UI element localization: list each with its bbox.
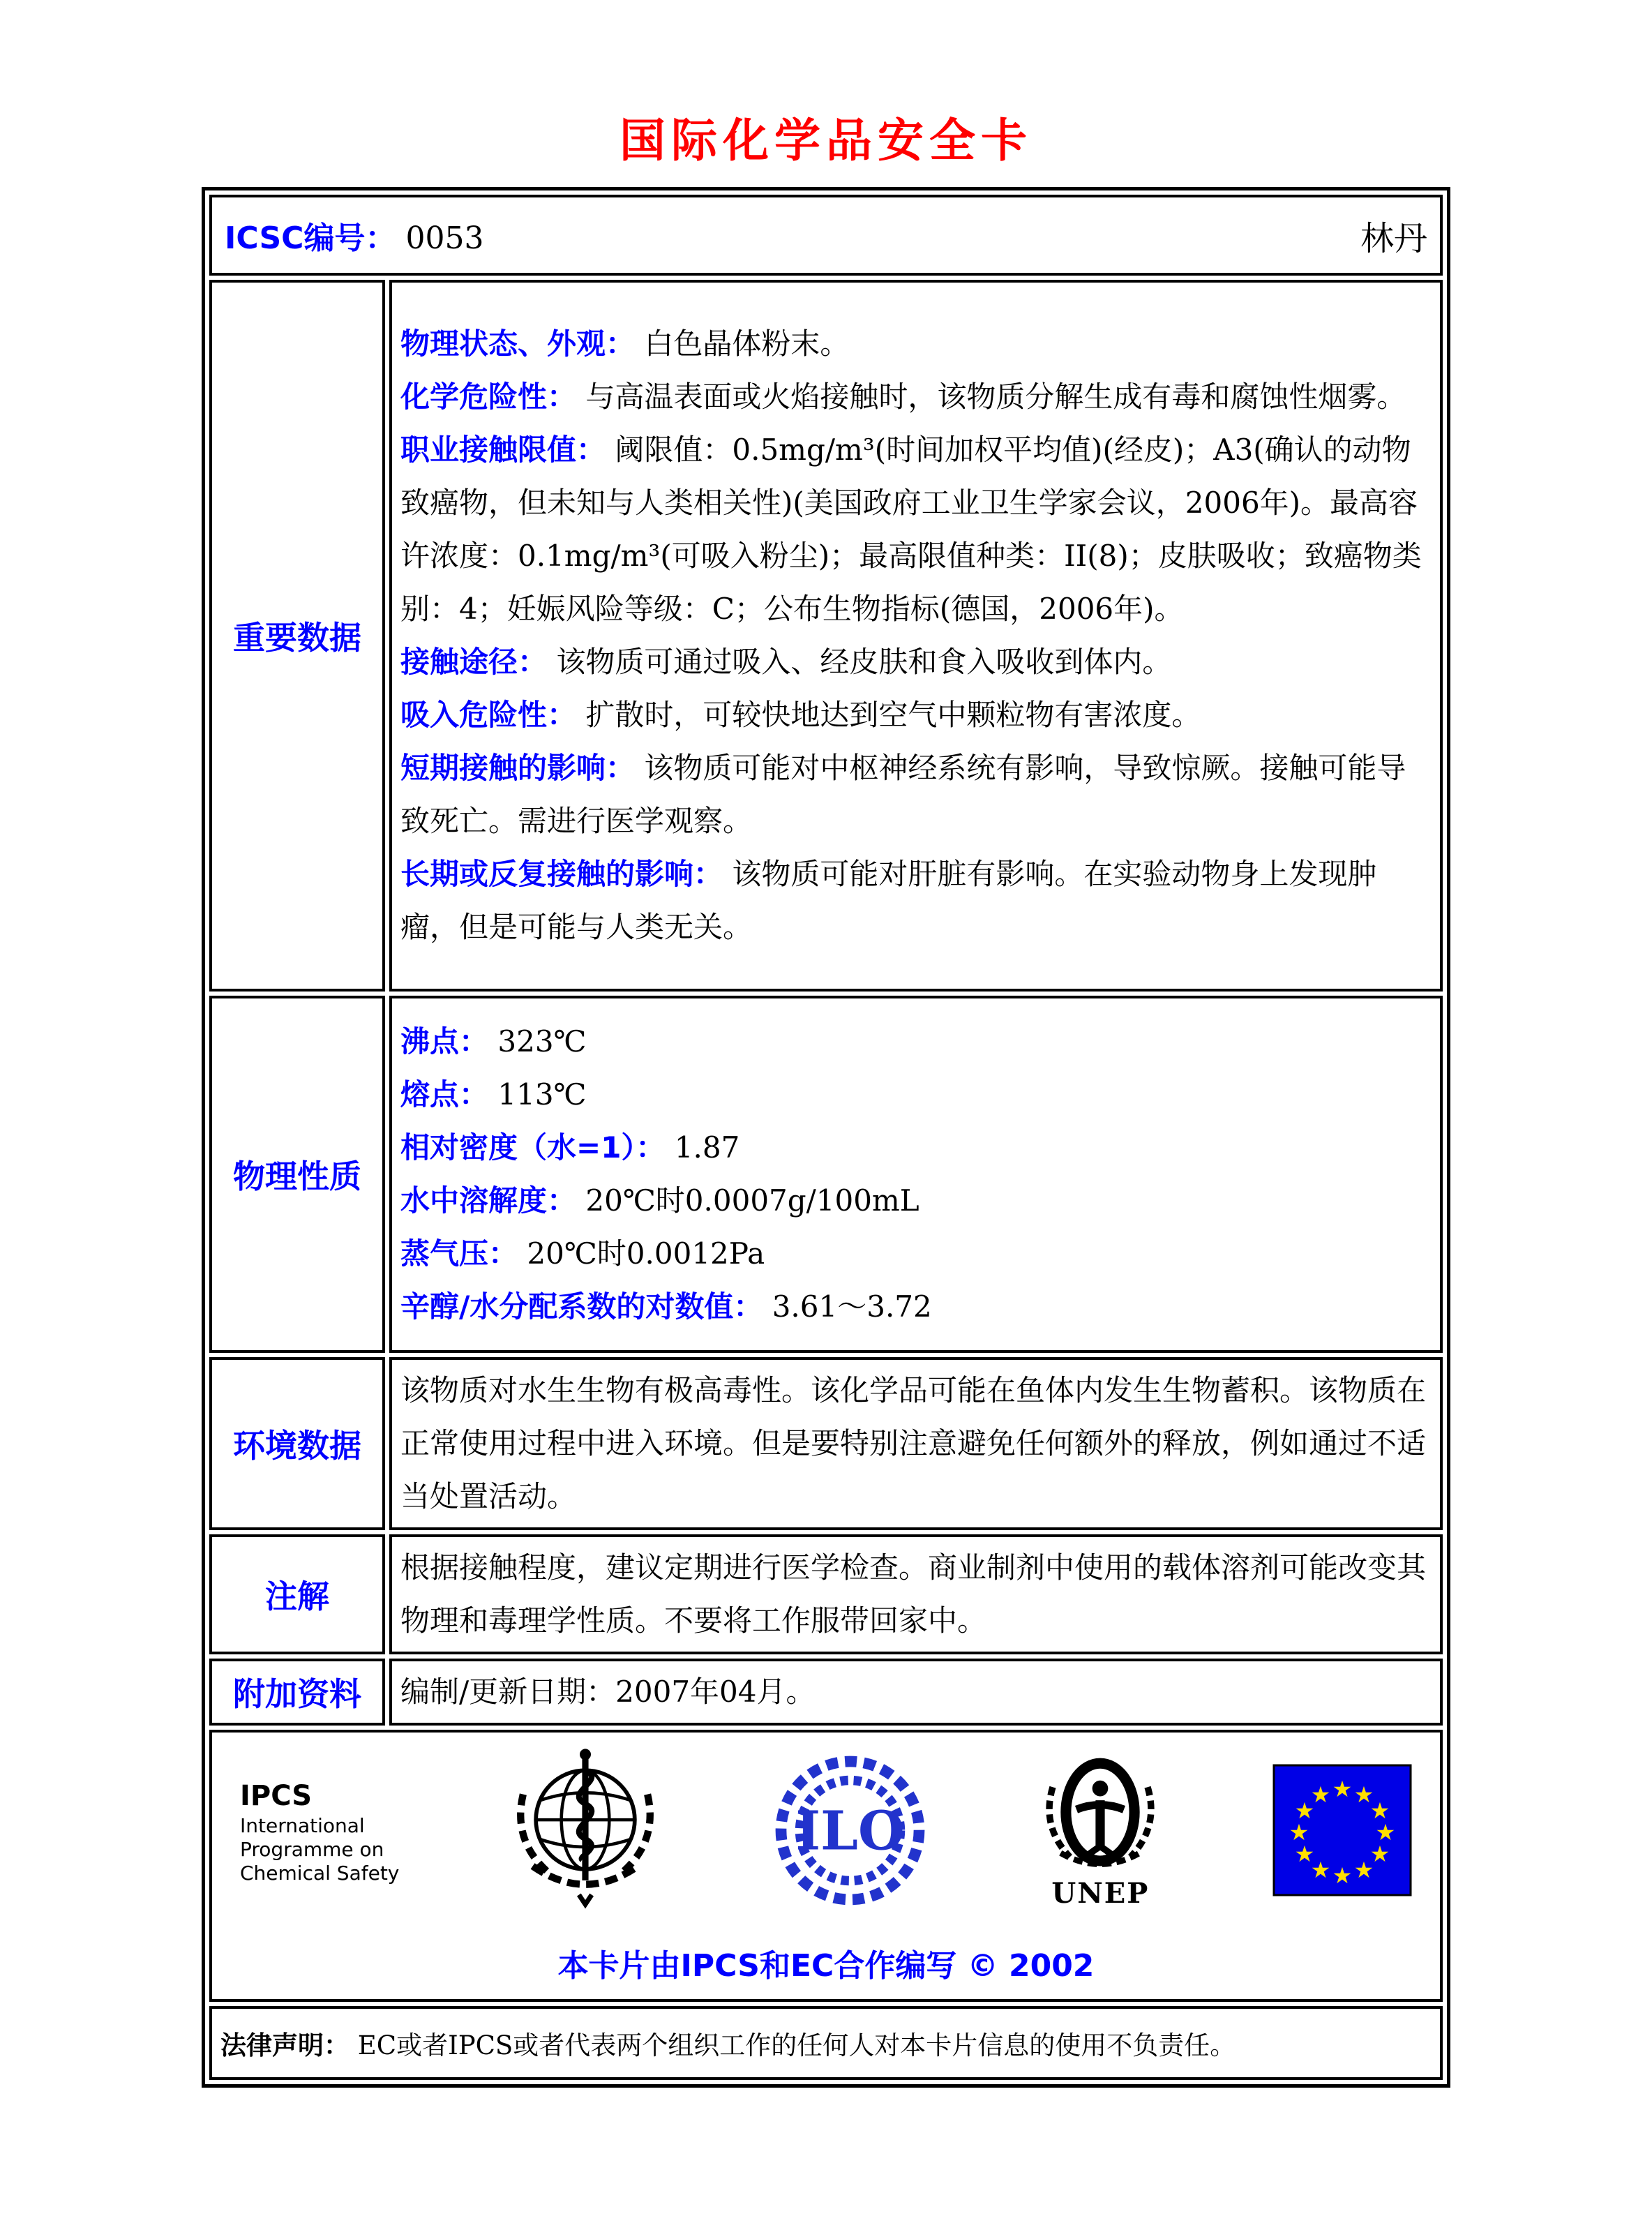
icsc-number-label: ICSC编号： xyxy=(225,220,396,256)
field-label: 接触途径： xyxy=(400,645,548,679)
field-value: 该物质可能对中枢神经系统有影响，导致惊厥。接触可能导致死亡。需进行医学观察。 xyxy=(400,751,1406,838)
field-inhalation-risk xyxy=(400,689,1432,742)
field-value: 323℃ xyxy=(497,1024,587,1058)
field-value: 该物质可通过吸入、经皮肤和食入吸收到体内。 xyxy=(556,645,1172,679)
field-value: 该物质可能对肝脏有影响。在实验动物身上发现肿瘤，但是可能与人类无关。 xyxy=(400,857,1377,944)
section-label-physical-properties: 物理性质 xyxy=(209,996,385,1353)
environmental-data-content xyxy=(389,1357,1443,1530)
svg-text:★: ★ xyxy=(1369,1841,1390,1867)
field-melting-point xyxy=(400,1068,1432,1121)
field-value: 与高温表面或火焰接触时，该物质分解生成有毒和腐蚀性烟雾。 xyxy=(585,380,1406,414)
notes-content xyxy=(389,1534,1443,1654)
unep-icon xyxy=(1034,1754,1166,1910)
chemical-name: 林丹 xyxy=(1360,218,1427,258)
field-value: 20℃时0.0012Pa xyxy=(527,1236,765,1271)
svg-text:★: ★ xyxy=(1294,1841,1315,1867)
field-long-term-effects xyxy=(400,848,1432,954)
safety-card-table xyxy=(202,187,1450,2088)
field-label: 相对密度（水=1）： xyxy=(400,1130,666,1165)
svg-text:★: ★ xyxy=(1310,1857,1331,1883)
ipcs-logo-text xyxy=(240,1778,399,1885)
field-value: 阈限值：0.5mg/m³(时间加权平均值)(经皮)；A3(确认的动物致癌物，但未知与人类相关性)(美国政府工业卫生学家会议，2006年)。最高容许浓度：0.1mg/m³(可吸入粉尘)；最高限值种类：II(8)；皮肤吸收；致癌物类别：4；妊娠风险等级：C；公布生物指标(德国，2006年)。 xyxy=(400,433,1422,626)
header-row xyxy=(209,195,1443,276)
field-label: 长期或反复接触的影响： xyxy=(400,857,723,891)
field-label: 吸入危险性： xyxy=(400,698,577,732)
svg-text:★: ★ xyxy=(1332,1862,1353,1889)
field-value: 20℃时0.0007g/100mL xyxy=(585,1183,919,1218)
update-date-text: 编制/更新日期：2007年04月。 xyxy=(400,1675,816,1709)
section-label-environmental-data: 环境数据 xyxy=(209,1357,385,1530)
section-label-notes: 注解 xyxy=(209,1534,385,1654)
field-octanol-water-coefficient xyxy=(400,1280,1432,1333)
icsc-number-value: 0053 xyxy=(405,220,484,256)
field-label: 水中溶解度： xyxy=(400,1183,577,1218)
svg-text:★: ★ xyxy=(1289,1819,1309,1846)
svg-text:★: ★ xyxy=(1369,1797,1390,1824)
page-title: 国际化学品安全卡 xyxy=(620,114,1032,167)
field-value: 白色晶体粉末。 xyxy=(644,327,850,361)
section-label-important-data: 重要数据 xyxy=(209,280,385,991)
field-label: 物理状态、外观： xyxy=(400,327,636,361)
field-label: 短期接触的影响： xyxy=(400,751,636,785)
physical-properties-content xyxy=(389,996,1443,1353)
field-physical-state xyxy=(400,317,1432,371)
icsc-number-group xyxy=(225,213,483,257)
svg-text:★: ★ xyxy=(1375,1819,1396,1846)
field-short-term-effects xyxy=(400,742,1432,848)
field-label: 化学危险性： xyxy=(400,380,577,414)
svg-text:★: ★ xyxy=(1310,1781,1331,1808)
legal-text: EC或者IPCS或者代表两个组织工作的任何人对本卡片信息的使用不负责任。 xyxy=(357,2030,1236,2060)
additional-info-content xyxy=(389,1659,1443,1726)
field-boiling-point xyxy=(400,1015,1432,1068)
field-label: 沸点： xyxy=(400,1024,489,1058)
field-value: 扩散时，可较快地达到空气中颗粒物有害浓度。 xyxy=(585,698,1201,732)
svg-text:★: ★ xyxy=(1353,1781,1374,1808)
field-label: 辛醇/水分配系数的对数值： xyxy=(400,1289,763,1324)
field-relative-density xyxy=(400,1121,1432,1174)
field-label: 职业接触限值： xyxy=(400,433,606,467)
field-value: 113℃ xyxy=(497,1077,587,1112)
svg-text:★: ★ xyxy=(1353,1857,1374,1883)
card-caption: 本卡片由IPCS和EC合作编写 © 2002 xyxy=(557,1948,1095,1984)
field-label: 熔点： xyxy=(400,1077,489,1112)
field-vapor-pressure xyxy=(400,1227,1432,1280)
ipcs-line: International xyxy=(240,1814,365,1837)
who-icon xyxy=(505,1746,666,1917)
field-occupational-limits xyxy=(400,424,1432,636)
notes-text: 根据接触程度，建议定期进行医学检查。商业制剂中使用的载体溶剂可能改变其物理和毒理学性质。不要将工作服带回家中。 xyxy=(400,1550,1427,1638)
ilo-icon xyxy=(772,1752,929,1912)
field-value: 1.87 xyxy=(674,1130,740,1165)
environmental-text: 该物质对水生生物有极高毒性。该化学品可能在鱼体内发生生物蓄积。该物质在正常使用过程中进入环境。但是要特别注意避免任何额外的释放，例如通过不适当处置活动。 xyxy=(400,1373,1427,1513)
unep-label: UNEP xyxy=(1051,1876,1150,1910)
section-label-additional-info: 附加资料 xyxy=(209,1659,385,1726)
ipcs-title: IPCS xyxy=(240,1780,313,1812)
field-chemical-danger xyxy=(400,371,1432,424)
legal-label: 法律声明： xyxy=(220,2030,350,2060)
svg-text:★: ★ xyxy=(1332,1776,1353,1802)
field-exposure-routes xyxy=(400,636,1432,689)
field-value: 3.61～3.72 xyxy=(772,1289,932,1324)
ipcs-line: Chemical Safety xyxy=(240,1862,400,1885)
legal-row xyxy=(209,2006,1443,2080)
eu-flag-icon xyxy=(1272,1764,1412,1899)
svg-text:★: ★ xyxy=(1294,1797,1315,1824)
important-data-content xyxy=(389,280,1443,991)
field-water-solubility xyxy=(400,1174,1432,1227)
field-label: 蒸气压： xyxy=(400,1236,518,1271)
ipcs-line: Programme on xyxy=(240,1838,384,1861)
logos-row xyxy=(209,1730,1443,2002)
ilo-letters: ILO xyxy=(795,1799,905,1862)
